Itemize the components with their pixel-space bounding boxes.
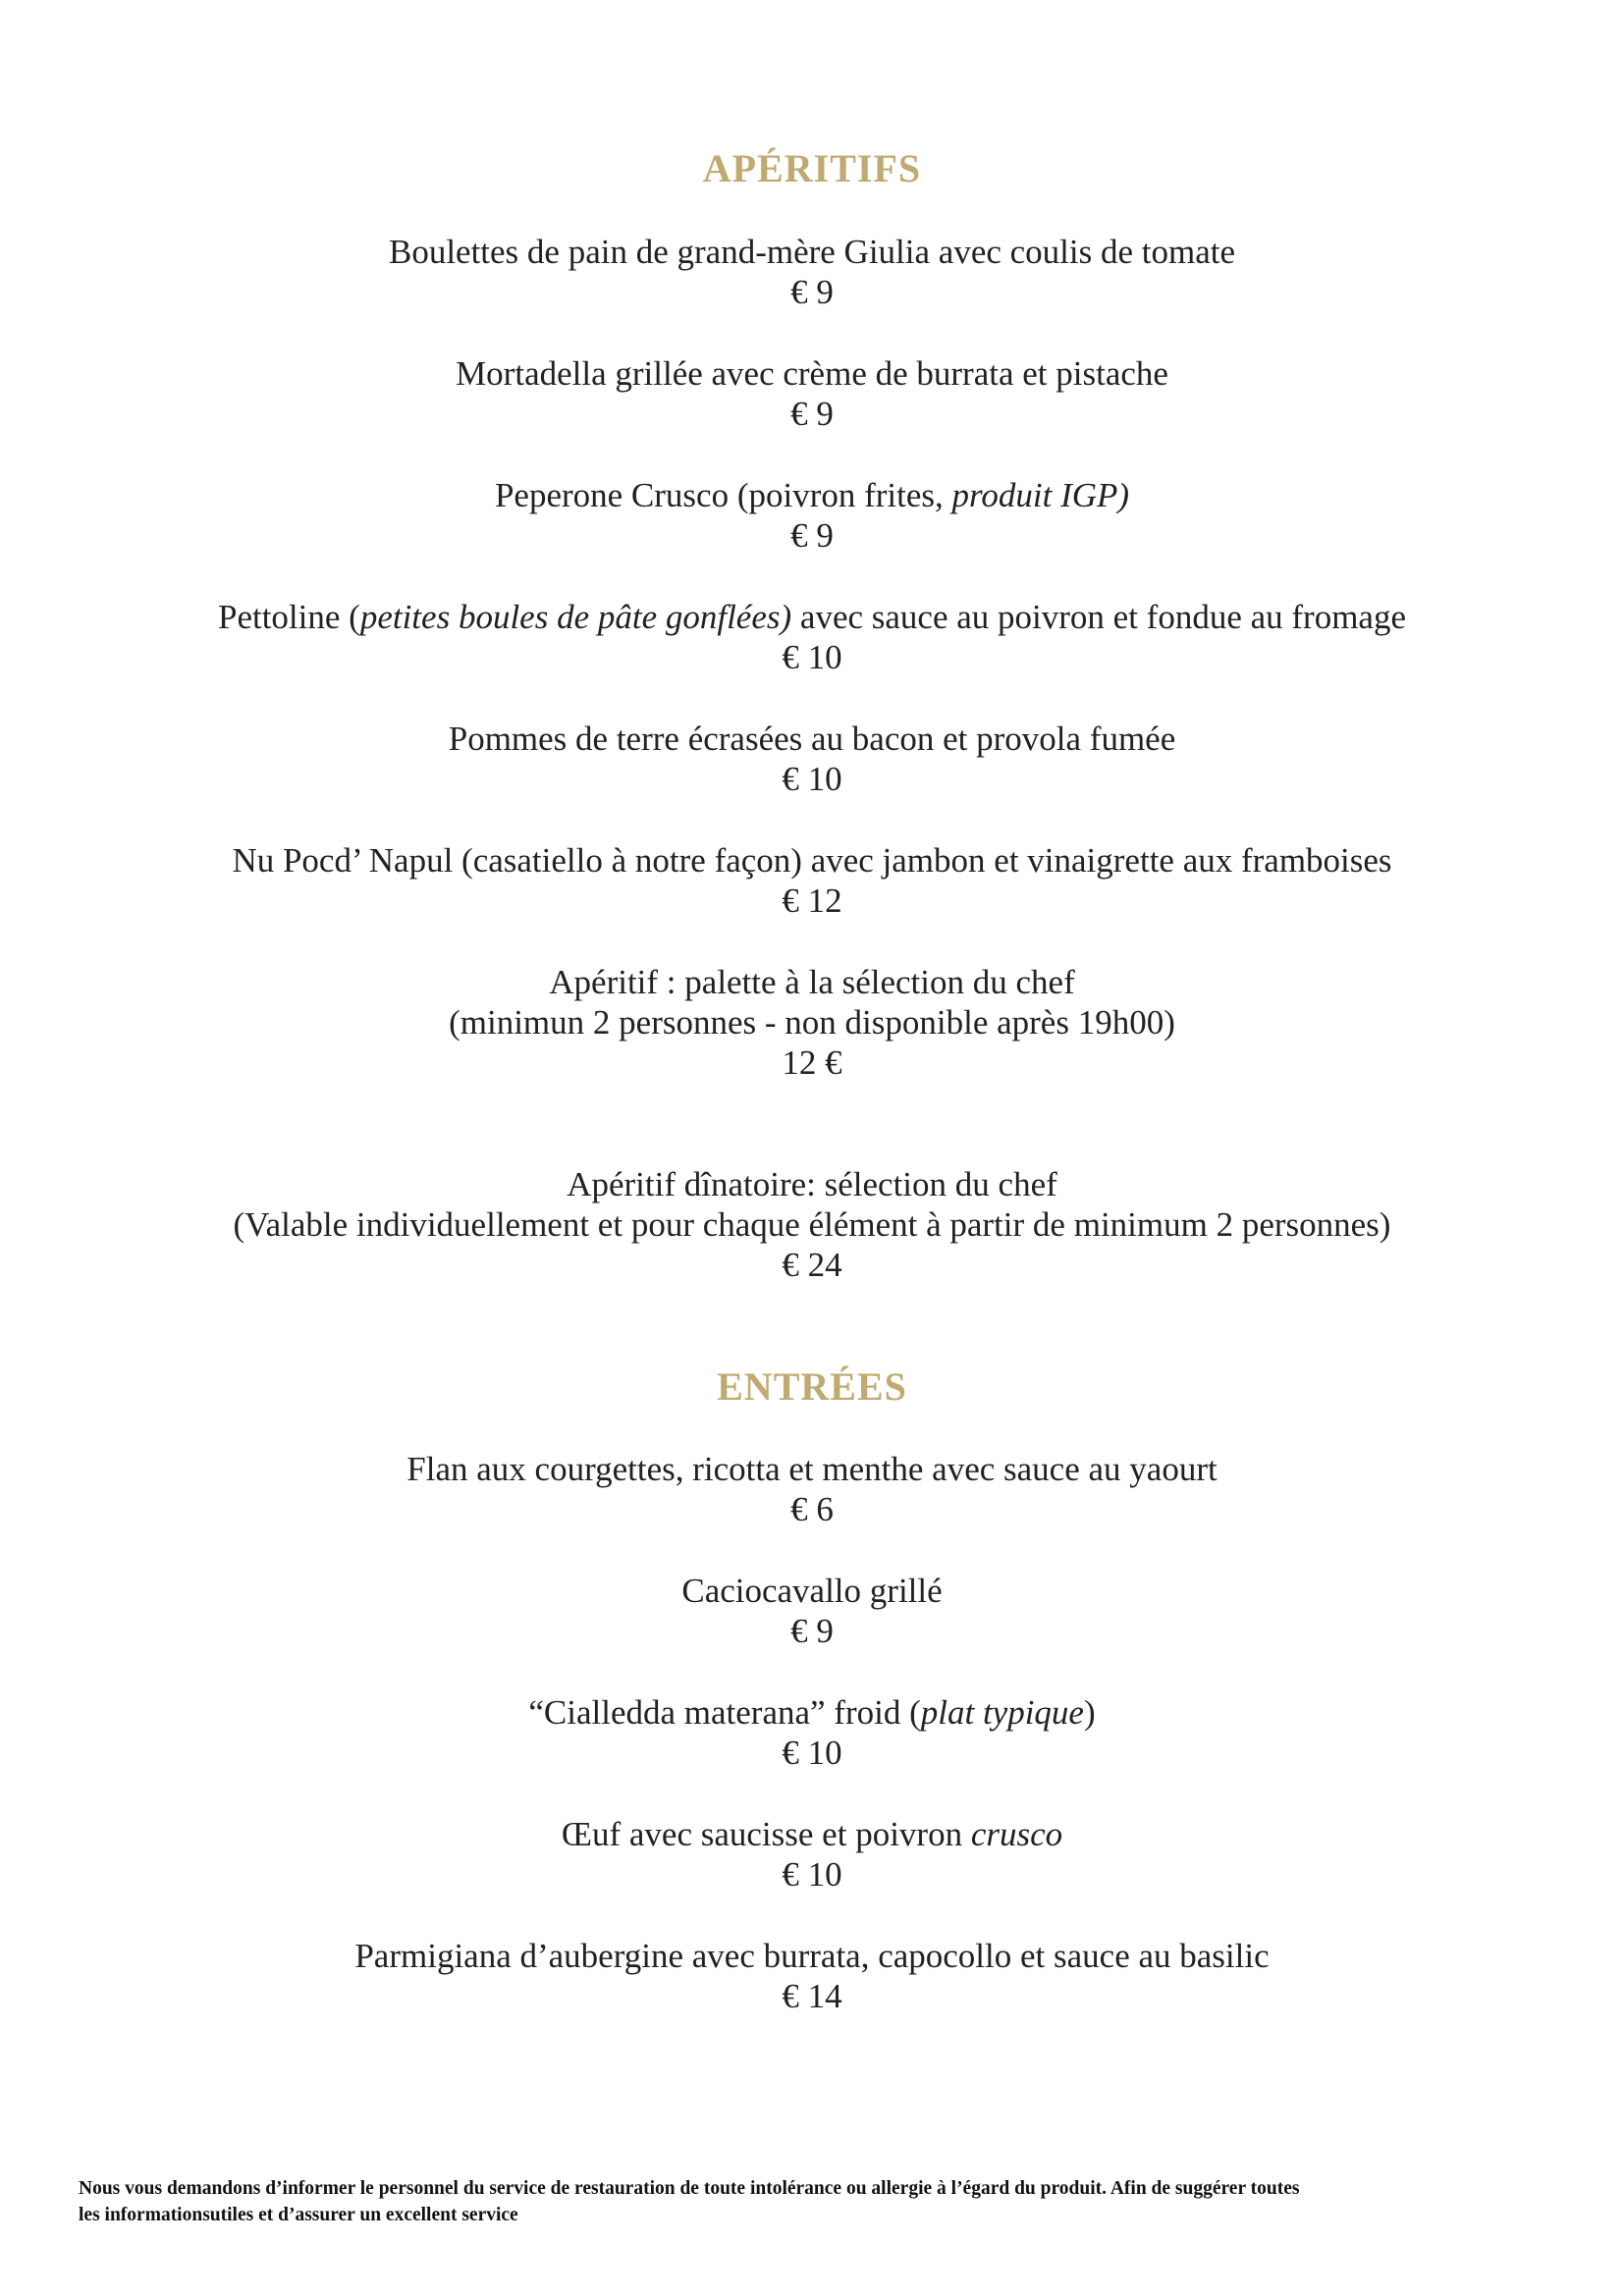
menu-item: [0, 962, 1624, 1083]
item-price: € 10: [782, 1734, 842, 1772]
item-name-text-after: ): [1083, 1693, 1096, 1732]
section-title-entrees: ENTRÉES: [717, 1364, 907, 1409]
item-name: Parmigiana d’aubergine avec burrata, capocollo et sauce au basilic: [354, 1937, 1270, 1975]
allergy-notice: [79, 2175, 1551, 2228]
menu-item: [0, 1571, 1624, 1651]
item-name: [0, 475, 1624, 515]
item-price: € 9: [790, 273, 834, 311]
item-name-italic: crusco: [970, 1815, 1063, 1853]
item-price: € 9: [790, 516, 834, 555]
item-name: [0, 1814, 1624, 1854]
item-note: (Valable individuellement et pour chaque élément à partir de minimum 2 personnes): [233, 1205, 1391, 1244]
menu-item: [0, 1814, 1624, 1895]
item-price: € 14: [782, 1977, 842, 2015]
item-price: 12 €: [782, 1043, 842, 1082]
menu-item: [0, 597, 1624, 677]
item-price: € 10: [782, 760, 842, 798]
item-note: (minimun 2 personnes - non disponible après 19h00): [449, 1003, 1175, 1041]
menu-item: [0, 1692, 1624, 1773]
item-price: € 12: [782, 881, 842, 920]
item-name-italic: produit IGP): [951, 476, 1130, 514]
item-price: € 6: [790, 1490, 834, 1528]
item-name: Mortadella grillée avec crème de burrata et pistache: [456, 354, 1168, 393]
item-name-text: Œuf avec saucisse et poivron: [561, 1815, 971, 1853]
item-name-text: Pettoline (: [217, 598, 360, 636]
allergy-notice-line-2: les informationsutiles et d’assurer un excellent service: [79, 2205, 518, 2225]
item-name: Boulettes de pain de grand-mère Giulia avec coulis de tomate: [388, 233, 1236, 271]
menu-item: [0, 1164, 1624, 1285]
item-name: Flan aux courgettes, ricotta et menthe avec sauce au yaourt: [406, 1450, 1218, 1488]
menu-item: [0, 1449, 1624, 1529]
item-name-text: “Cialledda materana” froid (: [528, 1693, 921, 1732]
menu-item: [0, 232, 1624, 312]
item-name-italic: plat typique: [920, 1693, 1084, 1732]
item-name-italic: petites boules de pâte gonflées): [359, 598, 792, 636]
item-name: Apéritif : palette à la sélection du chef: [549, 963, 1075, 1001]
menu-item: [0, 353, 1624, 434]
menu-item: [0, 1936, 1624, 2016]
item-price: € 10: [782, 1855, 842, 1894]
item-price: € 24: [782, 1246, 842, 1284]
menu-item: [0, 475, 1624, 556]
item-name: [0, 597, 1624, 637]
item-price: € 9: [790, 395, 834, 433]
item-price: € 9: [790, 1612, 834, 1650]
item-name: Pommes de terre écrasées au bacon et provola fumée: [448, 720, 1176, 758]
item-name: Apéritif dînatoire: sélection du chef: [567, 1165, 1057, 1203]
menu-item: [0, 719, 1624, 799]
item-name-text: Peperone Crusco (poivron frites,: [494, 476, 952, 514]
section-title-aperitifs: APÉRITIFS: [702, 146, 922, 190]
menu-item: [0, 840, 1624, 921]
item-name: Caciocavallo grillé: [681, 1572, 943, 1610]
item-price: € 10: [782, 638, 842, 676]
item-name: [0, 1692, 1624, 1733]
allergy-notice-line-1: Nous vous demandons d’informer le personnel du service de restauration de toute intolérance ou allergie à l’égard du produit. Afin de suggérer toutes: [79, 2178, 1300, 2199]
item-name: Nu Pocd’ Napul (casatiello à notre façon) avec jambon et vinaigrette aux framboises: [232, 841, 1392, 880]
item-name-text-after: avec sauce au poivron et fondue au fromage: [791, 598, 1407, 636]
